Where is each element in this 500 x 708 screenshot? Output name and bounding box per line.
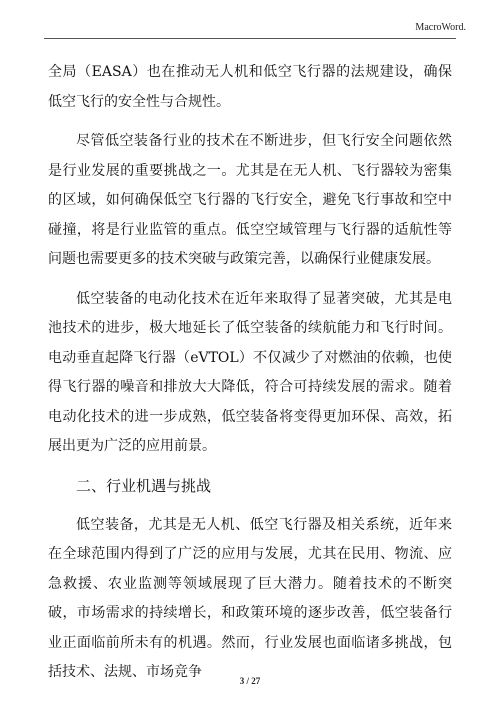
section-heading: 二、行业机遇与挑战	[76, 476, 212, 495]
paragraph-easa: 全局（EASA）也在推动无人机和低空飞行器的法规建设，确保低空飞行的安全性与合规性。	[48, 64, 452, 110]
page-number: 3 / 27	[239, 676, 261, 686]
header-rule	[44, 38, 456, 39]
paragraph-opportunities: 低空装备，尤其是无人机、低空飞行器及相关系统，近年来在全球范围内得到了广泛的应用与发展，尤其在民用、物流、应急救援、农业监测等领域展现了巨大潜力。随着技术的不断突破，市场需求的持续增长，和政策环境的逐步改善，低空装备行业正面临前所未有的机遇。然而，行业发展也面临诸多挑战，包括技术、法规、市场竞争	[48, 516, 452, 680]
paragraph-electrification: 低空装备的电动化技术在近年来取得了显著突破，尤其是电池技术的进步，极大地延长了低空装备的续航能力和飞行时间。电动垂直起降飞行器（eVTOL）不仅减少了对燃油的依赖，也使得飞行器的噪音和排放大大降低，符合可持续发展的需求。随着电动化技术的进一步成熟，低空装备将变得更加环保、高效，拓展出更为广泛的应用前景。	[48, 290, 452, 454]
header-brand: MacroWord.	[415, 22, 466, 33]
paragraph-safety: 尽管低空装备行业的技术在不断进步，但飞行安全问题依然是行业发展的重要挑战之一。尤其是在无人机、飞行器较为密集的区域，如何确保低空飞行器的飞行安全，避免飞行事故和空中碰撞，将是行业监管的重点。低空空域管理与飞行器的适航性等问题也需要更多的技术突破与政策完善，以确保行业健康发展。	[48, 133, 452, 267]
document-body	[48, 58, 452, 698]
